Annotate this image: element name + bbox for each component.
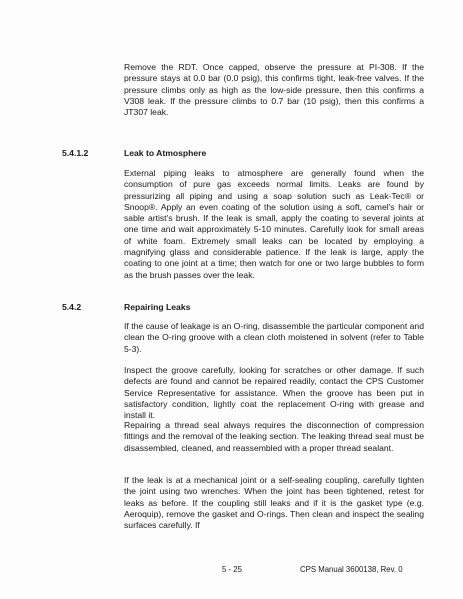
paragraph-inspect-groove: Inspect the groove carefully, looking for scratches or other damage. If such defects are found and cannot be repaired readily, contact the CPS Customer Service Representative for assistance. When the groove has been put in satisfactory condition, lightly coat the replacement O-ring with grease and install it. — [124, 365, 424, 421]
page-number: 5 - 25 — [222, 565, 242, 574]
manual-reference: CPS Manual 3600138, Rev. 0 — [300, 565, 403, 574]
paragraph-o-ring-cause: If the cause of leakage is an O-ring, disassemble the particular component and clean the O-ring groove with a clean cloth moistened in solvent (refer to Table 5-3). — [124, 321, 424, 354]
section-title-repairing-leaks: Repairing Leaks — [124, 302, 191, 312]
paragraph-rdt-pressure: Remove the RDT. Once capped, observe the pressure at PI-308. If the pressure stays at 0.0 bar (0.0 psig), this confirms tight, leak-free valves. If the pressure climbs only as high as the low-side pressure, then this confirms a V308 leak. If the pressure climbs to 0.7 bar (10 psig), then this confirms a JT307 leak. — [124, 62, 424, 118]
paragraph-thread-seal: Repairing a thread seal always requires the disconnection of compression fittings and the removal of the leaking section. The leaking thread seal must be disassembled, cleaned, and reassembled with a proper thread sealant. — [124, 420, 424, 453]
paragraph-mechanical-joint: If the leak is at a mechanical joint or a self-sealing coupling, carefully tighten the joint using two wrenches. When the joint has been tightened, retest for leaks as before. If the coupling still leaks and if it is the gasket type (e.g. Aeroquip), remove the gasket and O-rings. Then clean and inspect the sealing surfaces carefully. If — [124, 475, 424, 531]
paragraph-external-leaks: External piping leaks to atmosphere are generally found when the consumption of pure gas exceeds normal limits. Leaks are found by pressurizing all piping and using a soap solution such as Leak-Tec® or Snoop®. Apply an even coating of the solution using a soft, camel's hair or sable artist's brush. If the leak is small, apply the coating to several joints at one time and wait approximately 5-10 minutes. Carefully look for small areas of white foam. Extremely small leaks can be located by employing a magnifying glass and considerable patience. If the leak is large, apply the coating to one joint at a time; then watch for one or two large bubbles to form as the brush passes over the leak. — [124, 168, 424, 280]
section-number-leak-to-atmosphere: 5.4.1.2 — [62, 148, 89, 158]
section-number-repairing-leaks: 5.4.2 — [62, 302, 82, 312]
section-title-leak-to-atmosphere: Leak to Atmosphere — [124, 148, 207, 158]
